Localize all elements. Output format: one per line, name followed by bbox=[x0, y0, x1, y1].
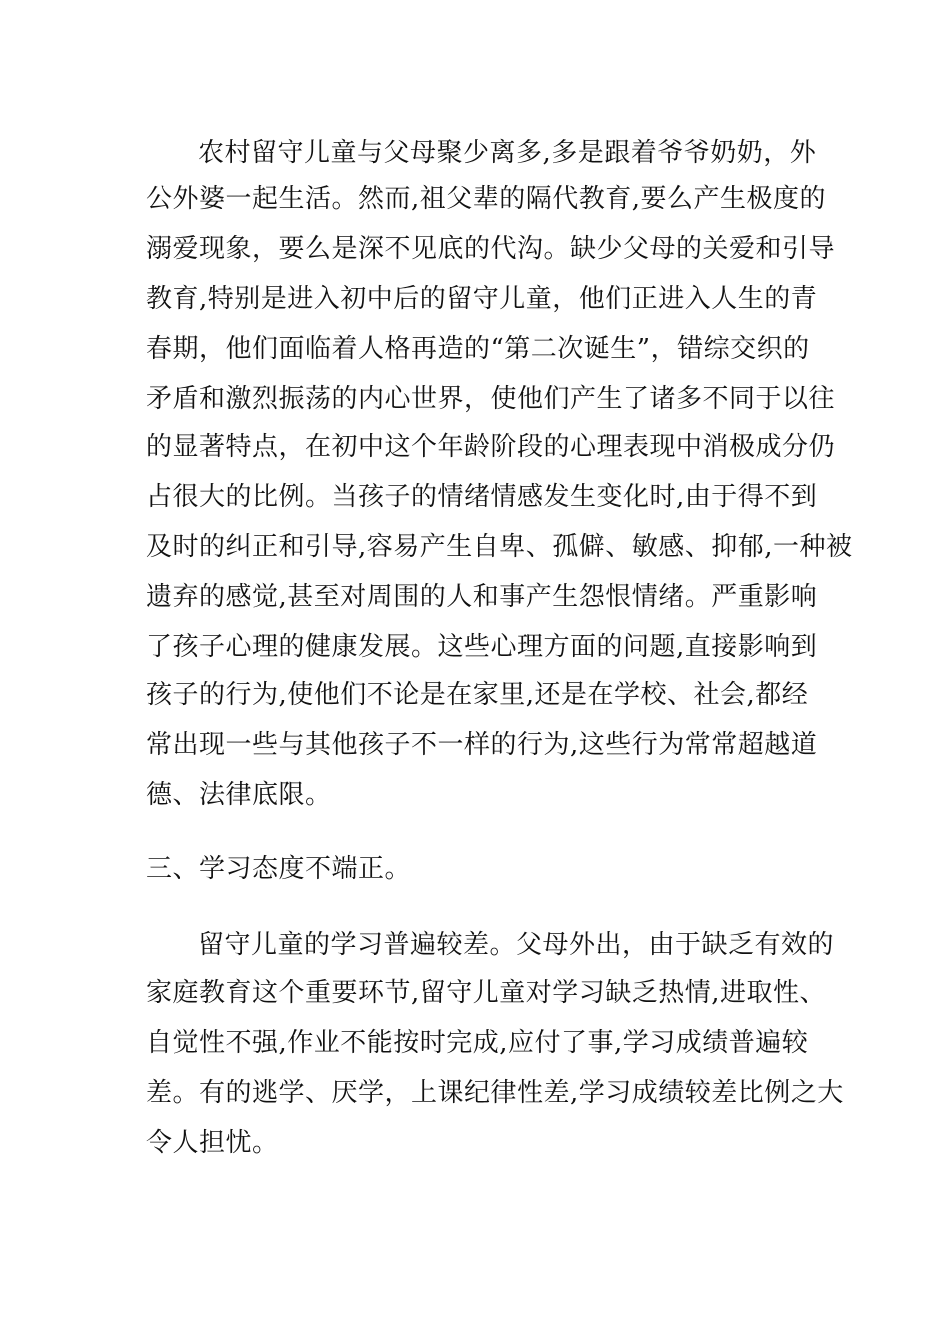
paragraph-line: 德、法律底限。 bbox=[146, 780, 332, 810]
paragraph-line: 及时的纠正和引导,容易产生自卑、孤僻、敏感、抑郁,一种被 bbox=[146, 532, 853, 562]
section-heading: 三、学习态度不端正。 bbox=[146, 854, 412, 884]
paragraph-line: 公外婆一起生活。然而,祖父辈的隔代教育,要么产生极度的 bbox=[146, 184, 827, 214]
paragraph-line: 了孩子心理的健康发展。这些心理方面的问题,直接影响到 bbox=[146, 632, 818, 662]
paragraph-line: 农村留守儿童与父母聚少离多,多是跟着爷爷奶奶，外 bbox=[198, 138, 817, 168]
paragraph-line: 溺爱现象，要么是深不见底的代沟。缺少父母的关爱和引导 bbox=[146, 234, 836, 264]
paragraph-line: 差。有的逃学、厌学，上课纪律性差,学习成绩较差比例之大 bbox=[146, 1078, 844, 1108]
paragraph-line: 教育,特别是进入初中后的留守儿童，他们正进入人生的青 bbox=[146, 284, 818, 314]
paragraph-line: 令人担忧。 bbox=[146, 1128, 279, 1158]
paragraph-line: 占很大的比例。当孩子的情绪情感发生变化时,由于得不到 bbox=[146, 482, 818, 512]
paragraph-line: 家庭教育这个重要环节,留守儿童对学习缺乏热情,进取性、 bbox=[146, 978, 827, 1008]
paragraph-line: 矛盾和激烈振荡的内心世界，使他们产生了诸多不同于以往 bbox=[146, 384, 836, 414]
paragraph-line: 春期，他们面临着人格再造的“第二次诞生”，错综交织的 bbox=[146, 334, 810, 364]
paragraph-line: 常出现一些与其他孩子不一样的行为,这些行为常常超越道 bbox=[146, 730, 818, 760]
paragraph-line: 遗弃的感觉,甚至对周围的人和事产生怨恨情绪。严重影响 bbox=[146, 582, 818, 612]
paragraph-line: 留守儿童的学习普遍较差。父母外出，由于缺乏有效的 bbox=[198, 930, 835, 960]
paragraph-line: 的显著特点，在初中这个年龄阶段的心理表现中消极成分仍 bbox=[146, 432, 836, 462]
paragraph-line: 孩子的行为,使他们不论是在家里,还是在学校、社会,都经 bbox=[146, 680, 809, 710]
paragraph-line: 自觉性不强,作业不能按时完成,应付了事,学习成绩普遍较 bbox=[146, 1028, 809, 1058]
